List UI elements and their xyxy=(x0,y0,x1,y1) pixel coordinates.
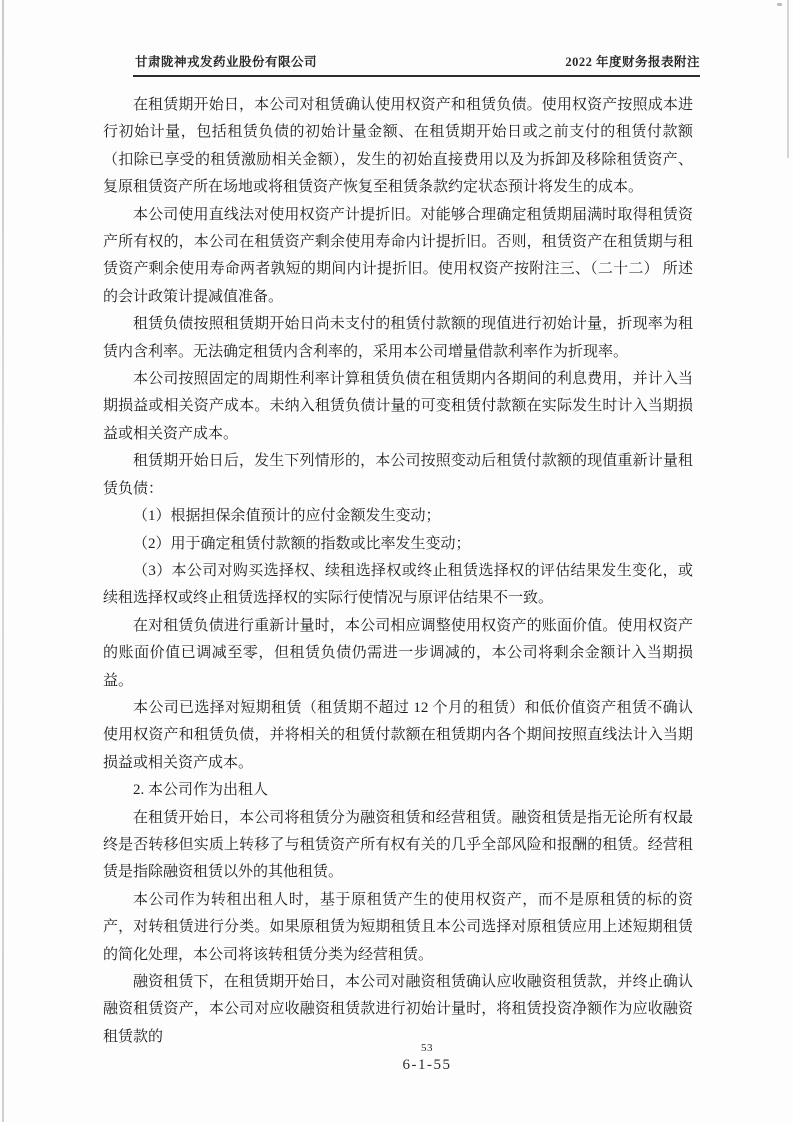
paragraph-interest-expense: 本公司按照固定的周期性利率计算租赁负债在租赁期内各期间的利息费用，并计入当期损益或相关资产成本。未纳入租赁负债计量的可变租赁付款额在实际发生时计入当期损益或相关资产成本。 xyxy=(103,371,693,442)
paragraph-lease-classification: 在租赁开始日，本公司将租赁分为融资租赁和经营租赁。融资租赁是指无论所有权最终是否转移但实质上转移了与租赁资产所有权有关的几乎全部风险和报酬的租赁。经营租赁是指除融资租赁以外的其他租赁。 xyxy=(103,809,693,881)
scan-artifact-right-edge xyxy=(787,0,789,158)
paragraph-finance-lease-receivable: 融资租赁下，在租赁期开始日，本公司对融资租赁确认应收融资租赁款，并终止确认融资租赁资产，本公司对应收融资租赁款进行初始计量时，将租赁投资净额作为应收融资租赁款的 xyxy=(103,974,693,1045)
paragraph-depreciation-policy: 本公司使用直线法对使用权资产计提折旧。对能够合理确定租赁期届满时取得租赁资产所有权的，本公司在租赁资产剩余使用寿命内计提折旧。否则，租赁资产在租赁期与租赁资产剩余使用寿命两者孰短的期间内计提折旧。使用权资产按附注三、（二十二） 所述的会计政策计提减值准备。 xyxy=(103,206,693,305)
list-item-2: （2）用于确定租赁付款额的指数或比率发生变动； xyxy=(133,535,471,552)
scan-artifact-left-edge xyxy=(2,0,4,1122)
document-body xyxy=(103,92,693,1051)
list-item-1: （1）根据担保余值预计的应付金额发生变动； xyxy=(133,508,441,525)
report-title: 2022 年度财务报表附注 xyxy=(565,55,700,69)
paragraph-lease-initial-measurement: 在租赁期开始日，本公司对租赁确认使用权资产和租赁负债。使用权资产按照成本进行初始计量，包括租赁负债的初始计量金额、在租赁期开始日或之前支付的租赁付款额（扣除已享受的租赁激励相关金额），发生的初始直接费用以及为拆卸及移除租赁资产、复原租赁资产所在场地或将租赁资产恢复至租赁条款约定状态预计将发生的成本。 xyxy=(103,97,693,196)
scan-artifact-corner-speck xyxy=(777,3,782,6)
paragraph-sublease: 本公司作为转租出租人时，基于原租赁产生的使用权资产，而不是原租赁的标的资产，对转租赁进行分类。如果原租赁为短期租赁且本公司选择对原租赁应用上述短期租赁的简化处理，本公司将该转租赁分类为经营租赁。 xyxy=(103,891,693,963)
paragraph-short-term-lease: 本公司已选择对短期租赁（租赁期不超过 12 个月的租赁）和低价值资产租赁不确认使用权资产和租赁负债，并将相关的租赁付款额在租赁期内各个期间按照直线法计入当期损益或相关资产成本。 xyxy=(103,699,693,771)
paragraph-remeasurement-intro: 租赁期开始日后，发生下列情形的，本公司按照变动后租赁付款额的现值重新计量租赁负债： xyxy=(103,453,693,497)
company-name: 甘肃陇神戎发药业股份有限公司 xyxy=(135,55,318,69)
page-footer xyxy=(127,1042,727,1074)
header-divider xyxy=(133,75,700,77)
page-header xyxy=(135,52,700,70)
paragraph-carrying-value-adjustment: 在对租赁负债进行重新计量时，本公司相应调整使用权资产的账面价值。使用权资产的账面价值已调减至零，但租赁负债仍需进一步调减的，本公司将剩余金额计入当期损益。 xyxy=(103,617,693,689)
paragraph-lease-liability-measurement: 租赁负债按照租赁期开始日尚未支付的租赁付款额的现值进行初始计量，折现率为租赁内含利率。无法确定租赁内含利率的，采用本公司增量借款利率作为折现率。 xyxy=(103,316,693,360)
page-code: 6-1-55 xyxy=(402,1057,452,1073)
page-number: 53 xyxy=(421,1042,433,1054)
list-item-3: （3）本公司对购买选择权、续租选择权或终止租赁选择权的评估结果发生变化，或续租选择权或终止租赁选择权的实际行使情况与原评估结果不一致。 xyxy=(103,562,693,607)
section-heading-lessor: 2. 本公司作为出租人 xyxy=(133,782,269,799)
